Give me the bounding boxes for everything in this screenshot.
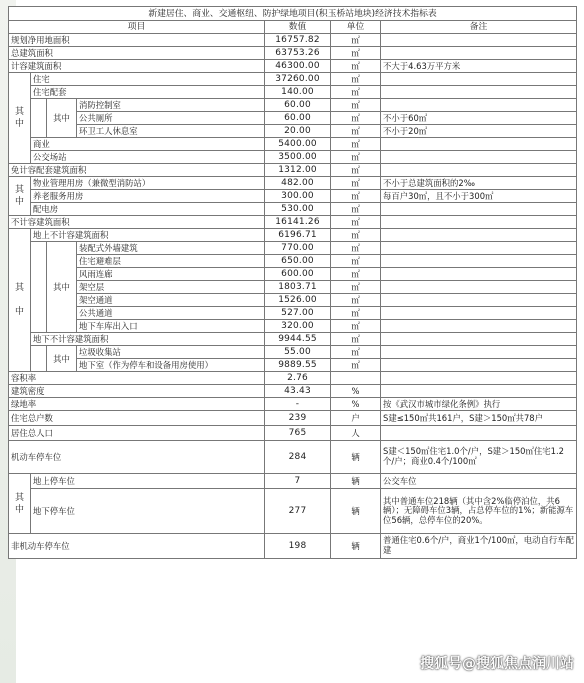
table-row xyxy=(9,385,577,398)
row-unit: ㎡ xyxy=(331,229,381,242)
row-unit: ㎡ xyxy=(331,281,381,294)
header-unit: 单位 xyxy=(331,21,381,34)
row-label: 环卫工人休息室 xyxy=(77,125,265,138)
row-unit: ㎡ xyxy=(331,86,381,99)
row-note: S建≤150㎡共161户，S建＞150㎡共78户 xyxy=(381,411,577,426)
row-label: 地下不计容建筑面积 xyxy=(31,333,265,346)
row-label: 地上不计容建筑面积 xyxy=(31,229,265,242)
row-value: 198 xyxy=(265,534,331,559)
row-value: 16141.26 xyxy=(265,216,331,229)
row-unit: ㎡ xyxy=(331,255,381,268)
row-label: 架空通道 xyxy=(77,294,265,307)
table-row xyxy=(9,60,577,73)
table-row xyxy=(9,112,577,125)
subgroup-label-qizhong: 其中 xyxy=(47,242,77,333)
row-note xyxy=(381,242,577,255)
indicator-table xyxy=(8,6,577,559)
row-note xyxy=(381,255,577,268)
row-note: 公交车位 xyxy=(381,474,577,489)
row-value: 63753.26 xyxy=(265,47,331,60)
row-unit: % xyxy=(331,385,381,398)
table-row xyxy=(9,164,577,177)
row-value: 1312.00 xyxy=(265,164,331,177)
row-note xyxy=(381,99,577,112)
table-row xyxy=(9,411,577,426)
header-row xyxy=(9,21,577,34)
row-label: 物业管理用房（兼微型消防站） xyxy=(31,177,265,190)
row-unit: 辆 xyxy=(331,474,381,489)
row-value: 320.00 xyxy=(265,320,331,333)
row-unit: ㎡ xyxy=(331,151,381,164)
row-note: 不小于总建筑面积的2‰ xyxy=(381,177,577,190)
row-unit: ㎡ xyxy=(331,320,381,333)
row-unit: ㎡ xyxy=(331,60,381,73)
row-value: 55.00 xyxy=(265,346,331,359)
row-note xyxy=(381,281,577,294)
row-unit: ㎡ xyxy=(331,203,381,216)
row-unit: 人 xyxy=(331,426,381,441)
group-label-qizhong: 其 中 xyxy=(9,474,31,534)
table-title: 新建居住、商业、交通枢纽、防护绿地项目(积玉桥站地块)经济技术指标表 xyxy=(9,7,577,21)
row-value: 1526.00 xyxy=(265,294,331,307)
row-note xyxy=(381,216,577,229)
row-value: 3500.00 xyxy=(265,151,331,164)
row-value: 9944.55 xyxy=(265,333,331,346)
table-row xyxy=(9,190,577,203)
row-label: 住宅总户数 xyxy=(9,411,265,426)
watermark: 搜狐号@搜狐焦点润川站 xyxy=(420,656,574,672)
row-unit: ㎡ xyxy=(331,164,381,177)
row-note: 普通住宅0.6个/户，商业1个/100㎡，电动自行车配建 xyxy=(381,534,577,559)
row-value: 140.00 xyxy=(265,86,331,99)
row-label: 商业 xyxy=(31,138,265,151)
row-note: S建＜150㎡住宅1.0个/户，S建＞150㎡住宅1.2个/户；商业0.4个/100㎡ xyxy=(381,441,577,474)
group-label-qizhong: 其 中 xyxy=(9,229,31,372)
row-note xyxy=(381,333,577,346)
table-row xyxy=(9,99,577,112)
row-note xyxy=(381,268,577,281)
row-unit: % xyxy=(331,398,381,411)
row-label: 地上停车位 xyxy=(31,474,265,489)
row-label: 建筑密度 xyxy=(9,385,265,398)
row-value: 527.00 xyxy=(265,307,331,320)
blank-cell xyxy=(31,242,47,333)
row-label: 消防控制室 xyxy=(77,99,265,112)
row-label: 公共通道 xyxy=(77,307,265,320)
row-unit: ㎡ xyxy=(331,333,381,346)
row-note xyxy=(381,47,577,60)
row-label: 装配式外墙建筑 xyxy=(77,242,265,255)
subgroup-label-qizhong: 其中 xyxy=(47,346,77,372)
row-label: 机动车停车位 xyxy=(9,441,265,474)
header-value: 数值 xyxy=(265,21,331,34)
row-label: 总建筑面积 xyxy=(9,47,265,60)
row-unit: 辆 xyxy=(331,441,381,474)
group-label-qizhong: 其 中 xyxy=(9,73,31,164)
row-label: 公共厕所 xyxy=(77,112,265,125)
row-note xyxy=(381,372,577,385)
table-row xyxy=(9,229,577,242)
row-value: 46300.00 xyxy=(265,60,331,73)
row-unit xyxy=(331,372,381,385)
row-note: 不小于60㎡ xyxy=(381,112,577,125)
row-label: 地下车库出入口 xyxy=(77,320,265,333)
row-value: 7 xyxy=(265,474,331,489)
row-value: 2.76 xyxy=(265,372,331,385)
row-label: 绿地率 xyxy=(9,398,265,411)
row-value: 1803.71 xyxy=(265,281,331,294)
row-value: 765 xyxy=(265,426,331,441)
row-label: 居住总人口 xyxy=(9,426,265,441)
row-label: 架空层 xyxy=(77,281,265,294)
row-note xyxy=(381,294,577,307)
row-note xyxy=(381,164,577,177)
row-unit: ㎡ xyxy=(331,190,381,203)
title-row xyxy=(9,7,577,21)
subgroup-label-qizhong: 其中 xyxy=(47,99,77,138)
row-value: 239 xyxy=(265,411,331,426)
row-note xyxy=(381,151,577,164)
row-value: 600.00 xyxy=(265,268,331,281)
blank-cell xyxy=(31,346,47,372)
row-value: 60.00 xyxy=(265,99,331,112)
row-value: 5400.00 xyxy=(265,138,331,151)
row-note xyxy=(381,359,577,372)
row-unit: ㎡ xyxy=(331,307,381,320)
row-label: 公交场站 xyxy=(31,151,265,164)
table-row xyxy=(9,125,577,138)
row-label: 地下室（作为停车和设备用房使用） xyxy=(77,359,265,372)
table-row xyxy=(9,333,577,346)
row-label: 住宅配套 xyxy=(31,86,265,99)
row-unit: ㎡ xyxy=(331,138,381,151)
row-label: 不计容建筑面积 xyxy=(9,216,265,229)
row-note xyxy=(381,34,577,47)
row-value: 20.00 xyxy=(265,125,331,138)
row-unit: ㎡ xyxy=(331,177,381,190)
row-unit: 辆 xyxy=(331,534,381,559)
table-row xyxy=(9,203,577,216)
row-label: 垃圾收集站 xyxy=(77,346,265,359)
row-label: 养老服务用房 xyxy=(31,190,265,203)
table-row xyxy=(9,372,577,385)
header-item: 项目 xyxy=(9,21,265,34)
row-value: - xyxy=(265,398,331,411)
row-note: 不大于4.63万平方米 xyxy=(381,60,577,73)
row-unit: ㎡ xyxy=(331,216,381,229)
row-note xyxy=(381,346,577,359)
table-row xyxy=(9,441,577,474)
row-unit: ㎡ xyxy=(331,359,381,372)
table-row xyxy=(9,268,577,281)
table-row xyxy=(9,255,577,268)
row-value: 530.00 xyxy=(265,203,331,216)
row-value: 650.00 xyxy=(265,255,331,268)
blank-cell xyxy=(31,99,47,138)
row-note: 按《武汉市城市绿化条例》执行 xyxy=(381,398,577,411)
row-value: 6196.71 xyxy=(265,229,331,242)
row-label: 容积率 xyxy=(9,372,265,385)
row-unit: ㎡ xyxy=(331,242,381,255)
row-unit: ㎡ xyxy=(331,99,381,112)
row-label: 地下停车位 xyxy=(31,489,265,534)
row-unit: 辆 xyxy=(331,489,381,534)
row-unit: ㎡ xyxy=(331,112,381,125)
row-note xyxy=(381,320,577,333)
row-value: 43.43 xyxy=(265,385,331,398)
table-row xyxy=(9,426,577,441)
table-row xyxy=(9,489,577,534)
row-label: 计容建筑面积 xyxy=(9,60,265,73)
row-value: 277 xyxy=(265,489,331,534)
table-row xyxy=(9,216,577,229)
table-row xyxy=(9,359,577,372)
row-note: 每百户30㎡，且不小于300㎡ xyxy=(381,190,577,203)
row-value: 300.00 xyxy=(265,190,331,203)
table-row xyxy=(9,294,577,307)
table-row xyxy=(9,86,577,99)
row-note xyxy=(381,138,577,151)
row-note xyxy=(381,426,577,441)
row-value: 284 xyxy=(265,441,331,474)
row-label: 规划净用地面积 xyxy=(9,34,265,47)
row-note xyxy=(381,86,577,99)
row-value: 770.00 xyxy=(265,242,331,255)
row-note: 其中普通车位218辆（其中含2%临停泊位，共6辆）；无障碍车位3辆，占总停车位的1%；新能源车位56辆，总停车位的20%。 xyxy=(381,489,577,534)
row-note xyxy=(381,307,577,320)
row-label: 住宅避难层 xyxy=(77,255,265,268)
row-note xyxy=(381,385,577,398)
table-row xyxy=(9,242,577,255)
row-unit: ㎡ xyxy=(331,73,381,86)
row-label: 风雨连廊 xyxy=(77,268,265,281)
row-value: 16757.82 xyxy=(265,34,331,47)
row-note xyxy=(381,229,577,242)
table-row xyxy=(9,320,577,333)
table-row xyxy=(9,73,577,86)
row-value: 60.00 xyxy=(265,112,331,125)
row-label: 免计容配套建筑面积 xyxy=(9,164,265,177)
table-row xyxy=(9,34,577,47)
group-label-qizhong: 其 中 xyxy=(9,177,31,216)
table-row xyxy=(9,138,577,151)
row-unit: ㎡ xyxy=(331,294,381,307)
table-row xyxy=(9,47,577,60)
row-unit: ㎡ xyxy=(331,346,381,359)
row-note: 不小于20㎡ xyxy=(381,125,577,138)
row-label: 住宅 xyxy=(31,73,265,86)
table-row xyxy=(9,177,577,190)
table-row xyxy=(9,398,577,411)
row-label: 非机动车停车位 xyxy=(9,534,265,559)
row-label: 配电房 xyxy=(31,203,265,216)
row-unit: ㎡ xyxy=(331,125,381,138)
table-row xyxy=(9,281,577,294)
row-unit: ㎡ xyxy=(331,47,381,60)
row-note xyxy=(381,203,577,216)
row-value: 482.00 xyxy=(265,177,331,190)
row-unit: ㎡ xyxy=(331,268,381,281)
table-row xyxy=(9,474,577,489)
row-note xyxy=(381,73,577,86)
row-unit: 户 xyxy=(331,411,381,426)
row-unit: ㎡ xyxy=(331,34,381,47)
row-value: 37260.00 xyxy=(265,73,331,86)
table-row xyxy=(9,346,577,359)
row-value: 9889.55 xyxy=(265,359,331,372)
table-row xyxy=(9,151,577,164)
header-note: 备注 xyxy=(381,21,577,34)
table-row xyxy=(9,307,577,320)
table-row xyxy=(9,534,577,559)
